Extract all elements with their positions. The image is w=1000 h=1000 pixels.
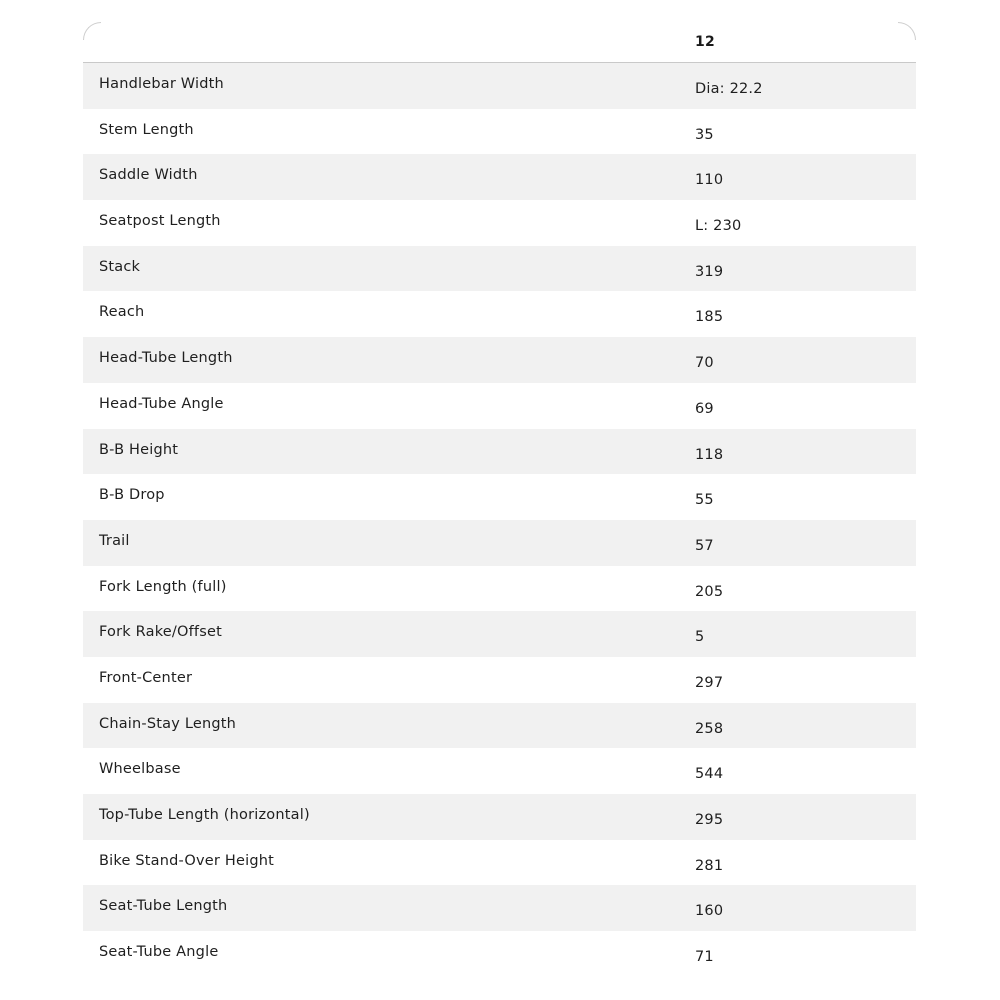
row-label: Bike Stand-Over Height	[99, 852, 275, 869]
row-label: Wheelbase	[99, 761, 181, 778]
row-value: 55	[695, 492, 714, 509]
row-label: B-B Drop	[99, 487, 165, 504]
row-value: 69	[695, 400, 714, 417]
table-row	[83, 200, 916, 246]
row-label: Trail	[99, 532, 130, 549]
table-row	[83, 154, 916, 200]
row-value: 110	[695, 172, 724, 189]
table-row	[83, 840, 916, 886]
row-value: 5	[695, 629, 705, 646]
row-value: 70	[695, 355, 714, 372]
row-value: 297	[695, 674, 724, 691]
row-value: 71	[695, 949, 714, 966]
row-label: Saddle Width	[99, 167, 198, 184]
row-value: 295	[695, 812, 724, 828]
table-row	[83, 703, 916, 749]
row-label: Seat-Tube Angle	[99, 944, 219, 961]
row-label: Fork Rake/Offset	[99, 624, 222, 641]
row-value: 57	[695, 537, 714, 554]
table-row	[83, 657, 916, 703]
row-label: Seatpost Length	[99, 213, 221, 230]
table-row	[83, 885, 916, 931]
row-label: Stem Length	[99, 121, 194, 138]
row-value: Dia: 22.2	[695, 81, 763, 97]
row-value: L: 230	[695, 218, 742, 235]
row-value: 319	[695, 263, 724, 280]
table-row	[83, 566, 916, 612]
row-label: Handlebar Width	[99, 76, 224, 92]
row-value: 205	[695, 583, 724, 600]
row-label: Head-Tube Angle	[99, 395, 224, 412]
row-value: 544	[695, 766, 724, 783]
row-value: 258	[695, 720, 724, 737]
row-label: Reach	[99, 304, 145, 321]
row-value: 160	[695, 903, 724, 920]
row-label: Head-Tube Length	[99, 350, 233, 367]
table-row	[83, 748, 916, 794]
table-row	[83, 383, 916, 429]
size-column-header: 12	[695, 34, 716, 50]
table-row	[83, 109, 916, 155]
row-value: 185	[695, 309, 724, 326]
table-row	[83, 474, 916, 520]
row-label: Front-Center	[99, 669, 193, 686]
table-row	[83, 429, 916, 475]
table-row	[83, 931, 916, 977]
row-label: Seat-Tube Length	[99, 898, 228, 915]
table-row	[83, 611, 916, 657]
row-label: Chain-Stay Length	[99, 715, 237, 732]
table-row	[83, 291, 916, 337]
row-label: Stack	[99, 258, 141, 275]
row-label: Fork Length (full)	[99, 578, 227, 595]
row-value: 35	[695, 126, 714, 143]
table-row	[83, 337, 916, 383]
table-body	[83, 63, 916, 977]
row-value: 118	[695, 446, 724, 463]
table-row	[83, 794, 916, 840]
table-header	[83, 22, 916, 63]
table-row	[83, 246, 916, 292]
table-row	[83, 520, 916, 566]
table-row	[83, 63, 916, 109]
row-value: 281	[695, 857, 724, 874]
row-label: Top-Tube Length (horizontal)	[99, 807, 310, 823]
geometry-table	[83, 22, 916, 977]
row-label: B-B Height	[99, 441, 179, 458]
